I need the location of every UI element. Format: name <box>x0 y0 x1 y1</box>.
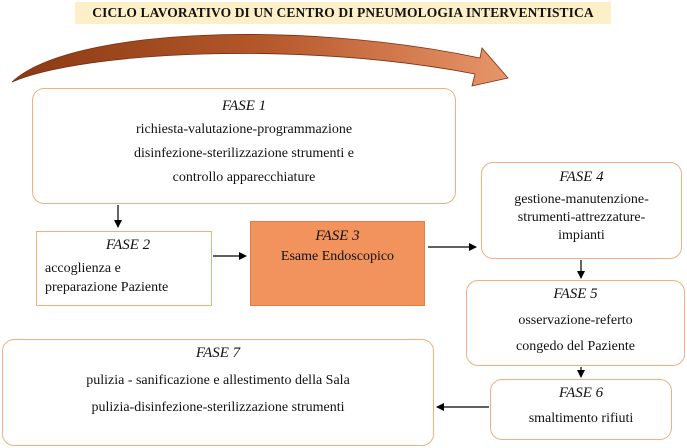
phase-2-label: FASE 2 <box>105 237 151 253</box>
phase-5-label: FASE 5 <box>553 286 598 302</box>
diagram-title: CICLO LAVORATIVO DI UN CENTRO DI PNEUMOLOGIA INTERVENTISTICA <box>75 2 611 24</box>
phase-2-text-line-2: preparazione Paziente <box>45 280 169 295</box>
phase-6-label: FASE 6 <box>558 385 604 401</box>
phase-4-text-line-1: gestione-manutenzione- <box>514 192 649 207</box>
phase-6-text-line-1: smaltimento rifiuti <box>528 411 634 426</box>
phase-2-text-line-1: accoglienza e <box>45 261 121 276</box>
phase-3-text-line-1: Esame Endoscopico <box>280 249 395 264</box>
phase-1-box <box>32 88 456 204</box>
phase-7-text-line-1: pulizia - sanificazione e allestimento della Sala <box>86 373 350 388</box>
phase-4-text-line-2: strumenti-attrezzature- <box>517 210 646 225</box>
phase-5-box <box>466 280 685 366</box>
phase-5-text-line-1: osservazione-referto <box>518 313 633 328</box>
phase-7-text-line-2: pulizia-disinfezione-sterilizzazione strumenti <box>91 400 345 415</box>
phase-4-box <box>481 162 682 259</box>
phase-2-box <box>36 231 212 306</box>
phase-7-label: FASE 7 <box>195 345 241 361</box>
phase-6-box <box>490 379 672 440</box>
phase-1-text-line-3: controllo apparecchiature <box>172 170 316 185</box>
phase-5-text-line-2: congedo del Paziente <box>516 339 635 354</box>
phase-4-label: FASE 4 <box>559 169 604 185</box>
phase-4-text-line-3: impianti <box>558 228 605 243</box>
phase-1-label: FASE 1 <box>221 98 267 114</box>
phase-1-text-line-2: disinfezione-sterilizzazione strumenti e <box>133 146 355 161</box>
phase-3-label: FASE 3 <box>315 228 360 244</box>
phase-7-box <box>2 339 434 446</box>
phase-1-text-line-1: richiesta-valutazione-programmazione <box>135 122 353 137</box>
cycle-arc-arrow <box>12 34 508 86</box>
phase-3-box <box>250 221 425 306</box>
